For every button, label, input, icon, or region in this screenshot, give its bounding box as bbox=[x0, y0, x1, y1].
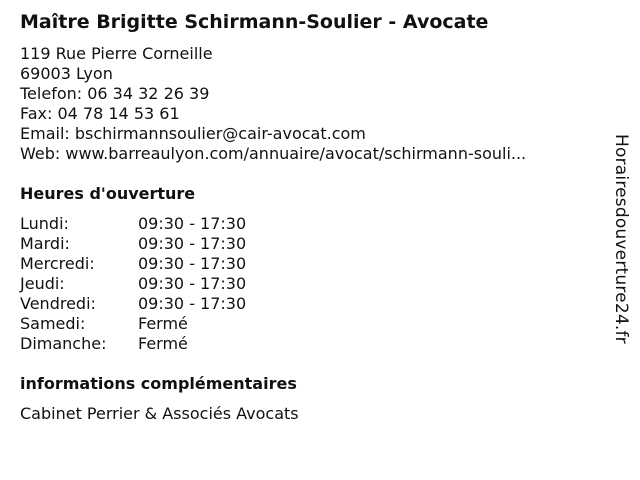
time-value: 09:30 - 17:30 bbox=[138, 294, 247, 313]
hours-table bbox=[20, 214, 246, 354]
day-label: Samedi: bbox=[20, 314, 86, 333]
day-label: Dimanche: bbox=[20, 334, 107, 353]
contact-block bbox=[20, 44, 526, 164]
fax-number: Fax: 04 78 14 53 61 bbox=[20, 104, 180, 123]
day-label: Mercredi: bbox=[20, 254, 95, 273]
hours-row-jeudi bbox=[20, 274, 246, 294]
hours-heading: Heures d'ouverture bbox=[20, 184, 196, 203]
hours-row-lundi bbox=[20, 214, 246, 234]
time-value: 09:30 - 17:30 bbox=[138, 254, 247, 273]
email-address[interactable]: Email: bschirmannsoulier@cair-avocat.com bbox=[20, 124, 366, 143]
day-label: Jeudi: bbox=[20, 274, 65, 293]
hours-row-samedi bbox=[20, 314, 246, 334]
time-value: Fermé bbox=[138, 314, 188, 333]
hours-row-dimanche bbox=[20, 334, 246, 354]
site-brand: Horairesdouverture24.fr bbox=[611, 134, 631, 344]
address-street: 119 Rue Pierre Corneille bbox=[20, 44, 213, 63]
time-value: Fermé bbox=[138, 334, 188, 353]
hours-row-mercredi bbox=[20, 254, 246, 274]
page-title: Maître Brigitte Schirmann-Soulier - Avocate bbox=[20, 11, 489, 33]
hours-row-mardi bbox=[20, 234, 246, 254]
phone-number[interactable]: Telefon: 06 34 32 26 39 bbox=[20, 84, 210, 103]
day-label: Mardi: bbox=[20, 234, 70, 253]
hours-row-vendredi bbox=[20, 294, 246, 314]
time-value: 09:30 - 17:30 bbox=[138, 214, 247, 233]
info-text: Cabinet Perrier & Associés Avocats bbox=[20, 404, 299, 423]
website-link[interactable]: Web: www.barreaulyon.com/annuaire/avocat/schirmann-souli... bbox=[20, 144, 527, 163]
info-heading: informations complémentaires bbox=[20, 374, 297, 393]
address-city: 69003 Lyon bbox=[20, 64, 113, 83]
day-label: Lundi: bbox=[20, 214, 69, 233]
time-value: 09:30 - 17:30 bbox=[138, 234, 247, 253]
day-label: Vendredi: bbox=[20, 294, 96, 313]
time-value: 09:30 - 17:30 bbox=[138, 274, 247, 293]
